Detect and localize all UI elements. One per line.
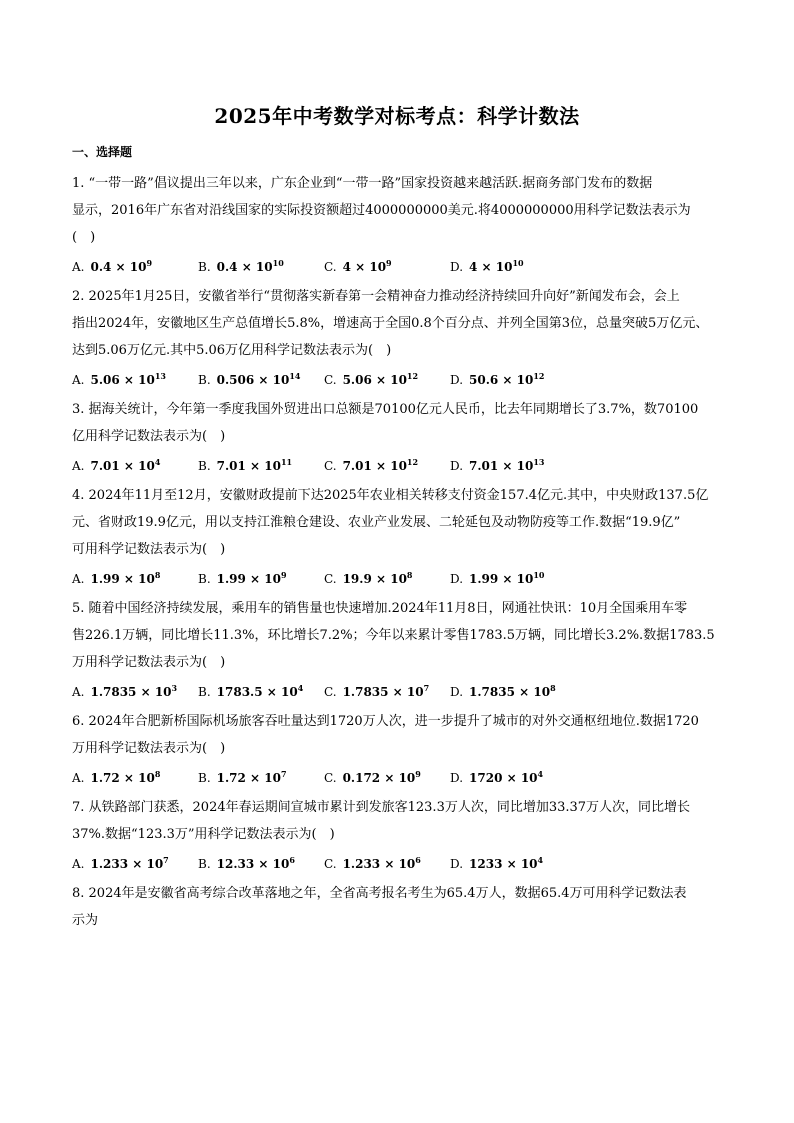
page-title: 2025年中考数学对标考点：科学计数法 <box>214 104 580 128</box>
option-base: 5.06 × 10 <box>90 373 155 387</box>
option-exponent: 8 <box>154 769 161 779</box>
question-block <box>72 482 722 591</box>
option-base: 4 × 10 <box>342 260 387 274</box>
option-value <box>343 572 413 586</box>
option-exponent: 6 <box>415 855 421 865</box>
option-letter: A. <box>72 459 85 473</box>
option-base: 7.01 × 10 <box>90 459 155 473</box>
answer-options <box>72 364 722 392</box>
option-base: 0.506 × 10 <box>216 373 290 387</box>
option-letter: C. <box>324 373 337 387</box>
question-text-line: 1. “一带一路”倡议提出三年以来，广东企业到“一带一路”国家投资越来越活跃.据商务部门发布的数据 <box>72 176 653 191</box>
option-value <box>90 685 177 699</box>
option-value <box>90 260 152 274</box>
answer-option[interactable] <box>72 364 198 392</box>
question-text-line: 指出2024年，安徽地区生产总值增长5.8%，增速高于全国0.8个百分点、并列全国第3位，总量突破5万亿元、 <box>72 316 709 331</box>
option-value <box>469 260 524 274</box>
question-block <box>72 595 722 704</box>
question-list <box>72 170 722 934</box>
option-base: 1.7835 × 10 <box>342 685 424 699</box>
answer-option[interactable] <box>450 563 576 591</box>
option-exponent: 4 <box>297 683 304 693</box>
option-letter: B. <box>198 771 211 785</box>
option-exponent: 9 <box>280 570 287 580</box>
answer-option[interactable] <box>198 251 324 279</box>
answer-option[interactable] <box>324 848 450 876</box>
answer-option[interactable] <box>198 450 324 478</box>
option-base: 7.01 × 10 <box>342 459 407 473</box>
answer-option[interactable] <box>450 450 576 478</box>
option-value <box>469 373 544 387</box>
option-base: 1.7835 × 10 <box>90 685 172 699</box>
answer-options <box>72 450 722 478</box>
answer-option[interactable] <box>72 563 198 591</box>
option-letter: C. <box>324 857 337 871</box>
answer-option[interactable] <box>450 251 576 279</box>
option-base: 0.172 × 10 <box>342 771 416 785</box>
question-block <box>72 880 722 934</box>
option-letter: B. <box>198 260 211 274</box>
option-exponent: 8 <box>406 570 413 580</box>
option-value <box>469 857 543 871</box>
option-exponent: 3 <box>171 683 178 693</box>
option-base: 1.99 × 10 <box>216 572 281 586</box>
option-base: 1.233 × 10 <box>342 857 416 871</box>
option-value <box>343 857 421 871</box>
option-value <box>343 771 421 785</box>
option-exponent: 13 <box>154 371 166 381</box>
question-block <box>72 283 722 392</box>
option-value <box>90 857 168 871</box>
option-value <box>217 459 292 473</box>
option-value <box>90 459 160 473</box>
option-exponent: 12 <box>406 457 419 467</box>
option-exponent: 8 <box>154 570 161 580</box>
option-base: 1.99 × 10 <box>90 572 155 586</box>
question-text-line: 可用科学记数法表示为( ) <box>72 542 226 557</box>
answer-option[interactable] <box>72 251 198 279</box>
option-value <box>343 685 430 699</box>
answer-option[interactable] <box>450 676 576 704</box>
option-exponent: 9 <box>415 769 421 779</box>
answer-option[interactable] <box>324 450 450 478</box>
option-value <box>469 572 544 586</box>
question-block <box>72 396 722 478</box>
answer-option[interactable] <box>324 563 450 591</box>
option-exponent: 7 <box>423 683 430 693</box>
answer-options <box>72 563 722 591</box>
question-text-line: 万用科学记数法表示为( ) <box>72 741 226 756</box>
option-letter: B. <box>198 685 211 699</box>
option-exponent: 10 <box>533 570 545 580</box>
option-letter: A. <box>72 771 85 785</box>
answer-option[interactable] <box>324 676 450 704</box>
option-letter: C. <box>324 260 337 274</box>
option-base: 0.4 × 10 <box>90 260 147 274</box>
option-value <box>90 771 160 785</box>
option-letter: B. <box>198 459 211 473</box>
option-letter: A. <box>72 572 85 586</box>
answer-options <box>72 676 722 704</box>
answer-option[interactable] <box>198 364 324 392</box>
question-block <box>72 708 722 790</box>
option-base: 1.233 × 10 <box>90 857 164 871</box>
answer-options <box>72 848 722 876</box>
option-value <box>343 459 418 473</box>
option-value <box>469 459 544 473</box>
option-value <box>217 685 304 699</box>
option-exponent: 10 <box>512 258 524 268</box>
option-letter: D. <box>450 572 464 586</box>
option-letter: A. <box>72 857 85 871</box>
option-letter: D. <box>450 857 464 871</box>
option-base: 0.4 × 10 <box>216 260 273 274</box>
answer-option[interactable] <box>72 676 198 704</box>
option-letter: C. <box>324 685 337 699</box>
answer-option[interactable] <box>72 450 198 478</box>
option-value <box>343 260 392 274</box>
question-text-line: 售226.1万辆，同比增长11.3%，环比增长7.2%；今年以来累计零售1783.5万辆，同比增长3.2%.数据1783.5 <box>72 628 715 643</box>
option-exponent: 11 <box>280 457 293 467</box>
answer-options <box>72 762 722 790</box>
option-base: 1233 × 10 <box>469 857 538 871</box>
option-base: 1.72 × 10 <box>90 771 155 785</box>
answer-option[interactable] <box>450 364 576 392</box>
option-exponent: 4 <box>154 457 161 467</box>
option-letter: A. <box>72 373 85 387</box>
option-letter: B. <box>198 857 211 871</box>
question-text-line: 元、省财政19.9亿元，用以支持江淮粮仓建设、农业产业发展、二轮延包及动物防疫等工作.数据“19.9亿” <box>72 515 681 530</box>
question-text-line: 37%.数据“123.3万”用科学记数法表示为( ) <box>72 827 335 842</box>
option-base: 7.01 × 10 <box>216 459 281 473</box>
question-text-line: 亿用科学记数法表示为( ) <box>72 429 226 444</box>
option-base: 1.99 × 10 <box>469 572 534 586</box>
option-exponent: 9 <box>386 258 392 268</box>
option-letter: D. <box>450 771 464 785</box>
option-base: 1.72 × 10 <box>216 771 281 785</box>
answer-option[interactable] <box>198 762 324 790</box>
option-exponent: 7 <box>280 769 287 779</box>
option-base: 1783.5 × 10 <box>216 685 298 699</box>
option-value <box>469 685 556 699</box>
option-value <box>90 373 165 387</box>
answer-option[interactable] <box>72 848 198 876</box>
answer-option[interactable] <box>198 676 324 704</box>
option-exponent: 10 <box>272 258 284 268</box>
option-value <box>469 771 543 785</box>
option-exponent: 7 <box>163 855 169 865</box>
option-exponent: 13 <box>533 457 545 467</box>
question-text-line: 5. 随着中国经济持续发展，乘用车的销售量也快速增加.2024年11月8日，网通社快讯：10月全国乘用车零 <box>72 601 688 616</box>
option-base: 7.01 × 10 <box>469 459 534 473</box>
option-letter: A. <box>72 685 85 699</box>
answer-option[interactable] <box>450 762 576 790</box>
answer-options <box>72 251 722 279</box>
option-exponent: 8 <box>550 683 556 693</box>
answer-option[interactable] <box>324 762 450 790</box>
answer-option[interactable] <box>198 563 324 591</box>
option-base: 1720 × 10 <box>469 771 538 785</box>
option-base: 12.33 × 10 <box>216 857 290 871</box>
question-block <box>72 794 722 876</box>
question-text-line: 3. 据海关统计，今年第一季度我国外贸进出口总额是70100亿元人民币，比去年同期增长了3.7%，数70100 <box>72 402 699 417</box>
option-base: 4 × 10 <box>469 260 513 274</box>
option-value <box>343 373 418 387</box>
question-text-line: 6. 2024年合肥新桥国际机场旅客吞吐量达到1720万人次，进一步提升了城市的对外交通枢纽地位.数据1720 <box>72 714 699 729</box>
option-base: 1.7835 × 10 <box>469 685 551 699</box>
question-text-line: 达到5.06万亿元.其中5.06万亿用科学记数法表示为( ) <box>72 343 392 358</box>
option-letter: D. <box>450 260 464 274</box>
option-exponent: 12 <box>406 371 419 381</box>
option-letter: C. <box>324 459 337 473</box>
option-base: 50.6 × 10 <box>469 373 534 387</box>
option-exponent: 9 <box>146 258 153 268</box>
option-exponent: 4 <box>537 855 544 865</box>
question-block <box>72 170 722 279</box>
option-letter: D. <box>450 373 464 387</box>
question-text-line: 2. 2025年1月25日，安徽省举行“贯彻落实新春第一会精神奋力推动经济持续回升向好”新闻发布会，会上 <box>72 289 680 304</box>
option-exponent: 6 <box>289 855 295 865</box>
section-heading: 一、选择题 <box>72 145 133 159</box>
option-exponent: 4 <box>537 769 544 779</box>
question-text-line: 万用科学记数法表示为( ) <box>72 655 226 670</box>
answer-option[interactable] <box>198 848 324 876</box>
option-value <box>217 572 287 586</box>
option-letter: D. <box>450 459 464 473</box>
option-letter: B. <box>198 572 211 586</box>
option-exponent: 12 <box>533 371 545 381</box>
option-value <box>217 771 287 785</box>
option-letter: C. <box>324 572 337 586</box>
option-exponent: 14 <box>289 371 301 381</box>
question-text-line: 8. 2024年是安徽省高考综合改革落地之年，全省高考报名考生为65.4万人，数据65.4万可用科学记数法表 <box>72 886 687 901</box>
option-value <box>90 572 160 586</box>
answer-option[interactable] <box>450 848 576 876</box>
option-value <box>217 260 284 274</box>
answer-option[interactable] <box>324 251 450 279</box>
option-base: 19.9 × 10 <box>342 572 407 586</box>
question-text-line: 7. 从铁路部门获悉，2024年春运期间宣城市累计到发旅客123.3万人次，同比增加33.37万人次，同比增长 <box>72 800 691 815</box>
answer-option[interactable] <box>324 364 450 392</box>
question-text-line: 4. 2024年11月至12月，安徽财政提前下达2025年农业相关转移支付资金157.4亿元.其中，中央财政137.5亿 <box>72 488 709 503</box>
option-letter: D. <box>450 685 464 699</box>
option-letter: C. <box>324 771 337 785</box>
option-base: 5.06 × 10 <box>342 373 407 387</box>
option-letter: B. <box>198 373 211 387</box>
question-text-line: 示为 <box>72 913 99 928</box>
question-text-line: ( ) <box>72 230 96 245</box>
option-value <box>217 373 301 387</box>
option-value <box>217 857 295 871</box>
question-text-line: 显示，2016年广东省对沿线国家的实际投资额超过4000000000美元.将4000000000用科学记数法表示为 <box>72 203 691 218</box>
option-letter: A. <box>72 260 85 274</box>
answer-option[interactable] <box>72 762 198 790</box>
